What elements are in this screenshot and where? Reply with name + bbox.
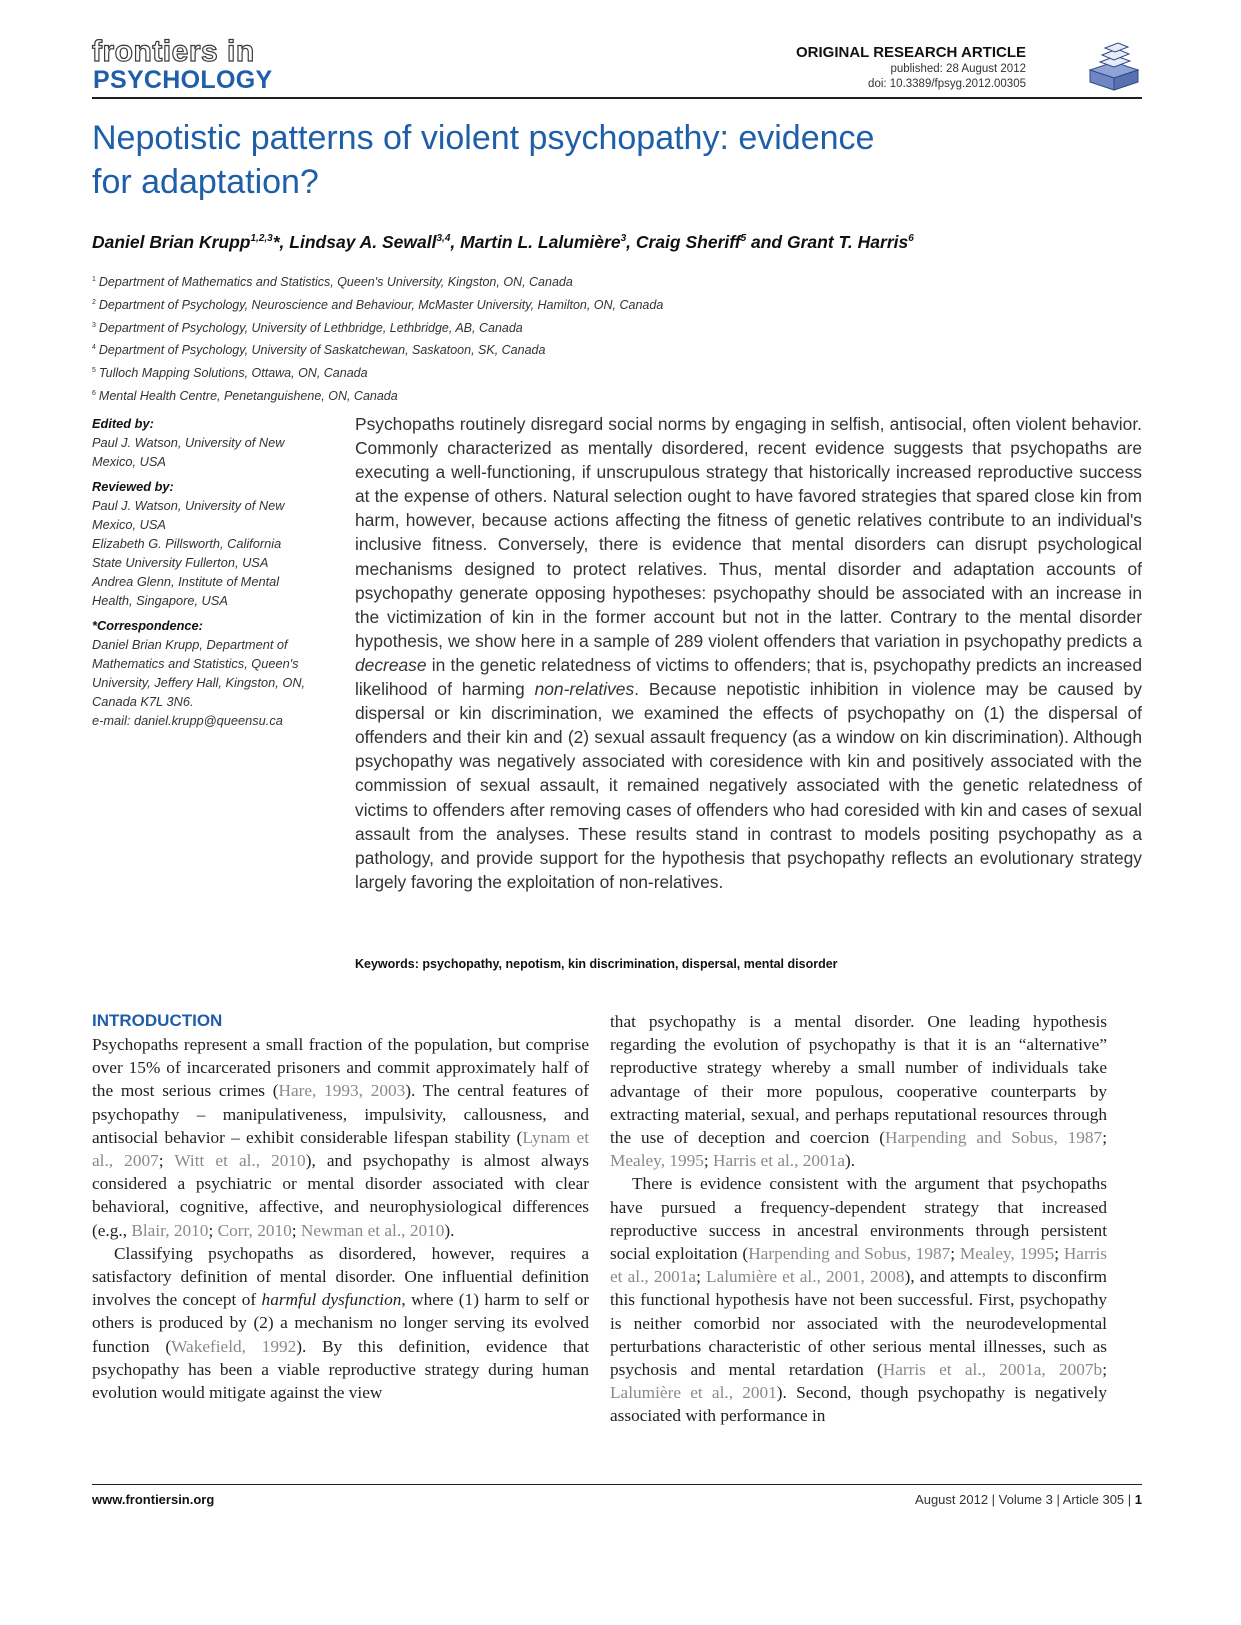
article-meta: [626, 44, 1026, 92]
section-heading: INTRODUCTION: [92, 1011, 223, 1030]
citation-link[interactable]: Wakefield, 1992: [171, 1336, 297, 1356]
paragraph: Psychopaths represent a small fraction of the population, but comprise over 15% of incarcerated prisoners and commit approximately half of the most serious crimes (Hare, 1993, 2003). The central features of psychopathy – manipulativeness, impulsivity, callousness, and antisocial behavior – exhibit considerable lifespan stability (Lynam et al., 2007; Witt et al., 2010), and psychopathy is almost always considered a psychiatric or mental disorder associated with clear behavioral, cognitive, affective, and neurophysiological differences (e.g., Blair, 2010; Corr, 2010; Newman et al., 2010).: [92, 1035, 589, 1240]
author-affil-ref: 3: [620, 233, 627, 245]
author-list: [92, 232, 1152, 253]
citation-link[interactable]: Newman et al., 2010: [300, 1220, 445, 1240]
citation-link[interactable]: Harris et al., 2001a, 2007b: [882, 1360, 1103, 1380]
citation-link[interactable]: Harpending and Sobus, 1987: [884, 1128, 1103, 1148]
title-line-1: Nepotistic patterns of violent psychopathy: evidence: [92, 119, 875, 157]
citation-link[interactable]: Blair, 2010: [131, 1220, 209, 1240]
affiliation-item: $^3$ Department of Psychology, University of Lethbridge, Lethbridge, AB, Canada: [92, 320, 523, 335]
citation-link[interactable]: Corr, 2010: [217, 1220, 292, 1240]
article-title: [92, 116, 1092, 204]
author-separator: ,: [626, 232, 636, 252]
header-rule: [92, 97, 1142, 99]
emphasis: decrease: [355, 654, 427, 675]
stacked-layers-icon: [1086, 40, 1141, 92]
doi[interactable]: doi: 10.3389/fpsyg.2012.00305: [868, 78, 1026, 90]
emphasis: non-relatives: [534, 679, 635, 700]
footer-info: August 2012 | Volume 3 | Article 305 | 1: [915, 1492, 1142, 1507]
author-name[interactable]: Grant T. Harris: [786, 232, 909, 252]
edited-by-text: Paul J. Watson, University of New Mexico, USA: [92, 435, 285, 469]
affiliation-item: $^2$ Department of Psychology, Neuroscience and Behaviour, McMaster University, Hamilton, ON, Canada: [92, 297, 664, 312]
footer-rule: [92, 1484, 1142, 1485]
citation-link[interactable]: Harris et al., 2001a: [610, 1244, 1107, 1287]
citation-link[interactable]: Lalumière et al., 2001, 2008: [706, 1267, 905, 1287]
citation-link[interactable]: Harris et al., 2001a: [713, 1151, 845, 1171]
journal-logo-top: frontiers in: [92, 35, 255, 68]
author-separator: and: [746, 232, 787, 252]
author-affil-ref: 3,4: [436, 233, 451, 245]
author-name[interactable]: Craig Sheriff: [635, 232, 741, 252]
title-line-2: for adaptation?: [92, 163, 319, 201]
body-column-right: [610, 1010, 1107, 1428]
author-separator: ,: [450, 232, 461, 252]
reviewed-by-label: Reviewed by:: [92, 479, 174, 494]
citation-link[interactable]: Lalumière et al., 2001: [610, 1383, 777, 1403]
author-name[interactable]: Lindsay A. Sewall: [289, 232, 437, 252]
author-affil-ref: 6: [908, 233, 914, 245]
published-date: published: 28 August 2012: [890, 63, 1026, 75]
author-affil-ref: 1,2,3: [250, 233, 273, 245]
affiliation-item: $^6$ Mental Health Centre, Penetanguishene, ON, Canada: [92, 388, 398, 403]
edited-by-label: Edited by:: [92, 416, 154, 431]
citation-link[interactable]: Mealey, 1995: [959, 1244, 1055, 1264]
page-number: 1: [1134, 1492, 1142, 1507]
citation-link[interactable]: Mealey, 1995: [610, 1151, 704, 1171]
correspondence-text: Daniel Brian Krupp, Department of Mathematics and Statistics, Queen's University, Jeffery Hall, Kingston, ON, Canada K7L 3N6. e-mail: daniel.krupp@queensu.ca: [92, 637, 306, 728]
footer-url[interactable]: www.frontiersin.org: [92, 1492, 215, 1507]
paragraph: Classifying psychopaths as disordered, however, requires a satisfactory definition of mental disorder. One influential definition involves the concept of harmful dysfunction, where (1) harm to self or others is produced by (2) a mechanism no longer serving its evolved function (Wakefield, 1992). By this definition, evidence that psychopathy has been a viable reproductive strategy during human evolution would mitigate against the view: [92, 1243, 590, 1403]
abstract: Psychopaths routinely disregard social norms by engaging in selfish, antisocial, often violent behavior. Commonly characterized as mentally disordered, recent evidence suggests that psychopaths are executing a well-functioning, if unscrupulous strategy that historically increased reproductive success at the expense of others. Natural selection ought to have favored strategies that spared close kin from harm, however, because actions affecting the fitness of genetic relatives contribute to an individual's inclusive fitness. Conversely, there is evidence that mental disorders can disrupt psychological mechanisms designed to protect relatives. Thus, mental disorder and adaptation accounts of psychopathy generate opposing hypotheses: psychopathy should be associated with an increase in the victimization of kin in the former account but not in the latter. Contrary to the mental disorder hypothesis, we show here in a sample of 289 violent offenders that variation in psychopathy predicts a decrease in the genetic relatedness of victims to offenders; that is, psychopathy predicts an increased likelihood of harming non-relatives. Because nepotistic inhibition in violence may be caused by dispersal or kin discrimination, we examined the effects of psychopathy on (1) the dispersal of offenders and their kin and (2) sexual assault frequency (as a window on kin discrimination). Although psychopathy was negatively associated with coresidence with kin and positively associated with the commission of sexual assault, it remained negatively associated with the genetic relatedness of victims to offenders after removing cases of offenders who had coresided with kin and cases of sexual assault from the analyses. These results stand in contrast to models positing psychopathy as a pathology, and provide support for the hypothesis that psychopathy reflects an evolutionary strategy largely favoring the exploitation of non-relatives.: [355, 414, 1143, 892]
author-affil-ref: 5: [740, 233, 747, 245]
affiliation-item: $^5$ Tulloch Mapping Solutions, Ottawa, ON, Canada: [92, 366, 368, 381]
citation-link[interactable]: Lynam et al., 2007: [92, 1127, 589, 1171]
affiliation-item: $^1$ Department of Mathematics and Statistics, Queen's University, Kingston, ON, Canada: [92, 275, 573, 290]
reviewed-by-text: Paul J. Watson, University of New Mexico, USA Elizabeth G. Pillsworth, California State University Fullerton, USA Andrea Glenn, Institute of Mental Health, Singapore, USA: [92, 498, 285, 608]
editorial-sidebar: [92, 414, 332, 730]
author-name[interactable]: Martin L. Lalumière: [460, 232, 621, 252]
keywords: Keywords: psychopathy, nepotism, kin discrimination, dispersal, mental disorder: [355, 957, 838, 971]
citation-link[interactable]: Hare, 1993, 2003: [278, 1081, 406, 1101]
paragraph: that psychopathy is a mental disorder. One leading hypothesis regarding the evolution of psychopathy is that it is an “alternative” reproductive strategy whereby a small number of individuals take advantage of their more populous, cooperative counterparts by extracting material, sexual, and perhaps reputational resources through the use of deception and coercion (Harpending and Sobus, 1987; Mealey, 1995; Harris et al., 2001a).: [610, 1012, 1107, 1171]
paragraph: There is evidence consistent with the argument that psychopaths have pursued a frequency-dependent strategy that increased reproductive success in ancestral environments through persistent social exploitation (Harpending and Sobus, 1987; Mealey, 1995; Harris et al., 2001a; Lalumière et al., 2001, 2008), and attempts to disconfirm this functional hypothesis have not been successful. First, psychopathy is neither comorbid nor associated with the neurodevelopmental perturbations characteristic of other serious mental illnesses, such as psychosis and mental retardation (Harris et al., 2001a, 2007b; Lalumière et al., 2001). Second, though psychopathy is negatively associated with performance in: [610, 1174, 1107, 1426]
author-name[interactable]: Daniel Brian Krupp: [92, 232, 251, 252]
affiliation-list: [92, 270, 992, 407]
body-column-left: [92, 1010, 589, 1404]
journal-logo-bottom: PSYCHOLOGY: [93, 66, 273, 94]
citation-link[interactable]: Harpending and Sobus, 1987: [748, 1244, 951, 1264]
affiliation-item: $^4$ Department of Psychology, University of Saskatchewan, Saskatoon, SK, Canada: [92, 343, 546, 358]
citation-link[interactable]: Witt et al., 2010: [174, 1151, 306, 1171]
author-separator: *,: [272, 232, 290, 252]
correspondence-label: *Correspondence:: [92, 618, 203, 633]
article-type: ORIGINAL RESEARCH ARTICLE: [795, 44, 1026, 61]
